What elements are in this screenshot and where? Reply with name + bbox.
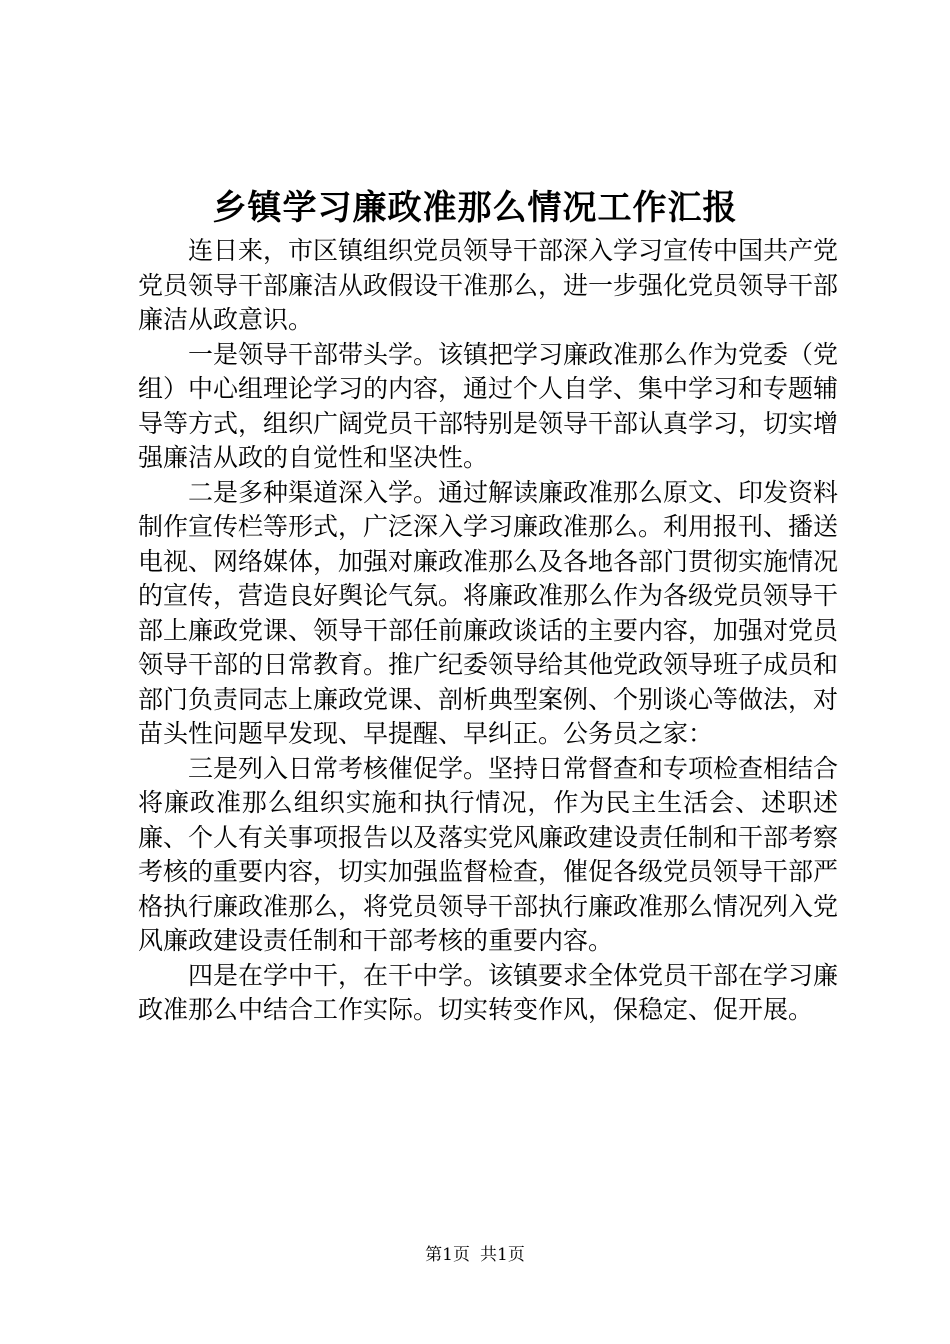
paragraph-intro: 连日来，市区镇组织党员领导干部深入学习宣传中国共产党党员领导干部廉洁从政假设干准那么，进一步强化党员领导干部廉洁从政意识。 [138,236,839,334]
paragraph-point-2: 二是多种渠道深入学。通过解读廉政准那么原文、印发资料制作宣传栏等形式，广泛深入学习廉政准那么。利用报刊、播送电视、网络媒体，加强对廉政准那么及各地各部门贯彻实施情况的宣传，营造良好舆论气氛。将廉政准那么作为各级党员领导干部上廉政党课、领导干部任前廉政谈话的主要内容，加强对党员领导干部的日常教育。推广纪委领导给其他党政领导班子成员和部门负责同志上廉政党课、剖析典型案例、个别谈心等做法，对苗头性问题早发现、早提醒、早纠正。公务员之家： [138,477,839,748]
document-body [138,234,838,1028]
paragraph-point-4: 四是在学中干，在干中学。该镇要求全体党员干部在学习廉政准那么中结合工作实际。切实转变作风，保稳定、促开展。 [138,960,839,1024]
page-footer [0,1243,950,1267]
page-number-current: 第1页 [425,1245,470,1265]
page-number-total: 共1页 [480,1245,525,1265]
document-title: 乡镇学习廉政准那么情况工作汇报 [212,188,738,228]
paragraph-point-1: 一是领导干部带头学。该镇把学习廉政准那么作为党委（党组）中心组理论学习的内容，通过个人自学、集中学习和专题辅导等方式，组织广阔党员干部特别是领导干部认真学习，切实增强廉洁从政的自觉性和坚决性。 [138,339,839,472]
paragraph-point-3: 三是列入日常考核催促学。坚持日常督查和专项检查相结合将廉政准那么组织实施和执行情况，作为民主生活会、述职述廉、个人有关事项报告以及落实党风廉政建设责任制和干部考察考核的重要内容，切实加强监督检查，催促各级党员领导干部严格执行廉政准那么，将党员领导干部执行廉政准那么情况列入党风廉政建设责任制和干部考核的重要内容。 [138,753,839,955]
